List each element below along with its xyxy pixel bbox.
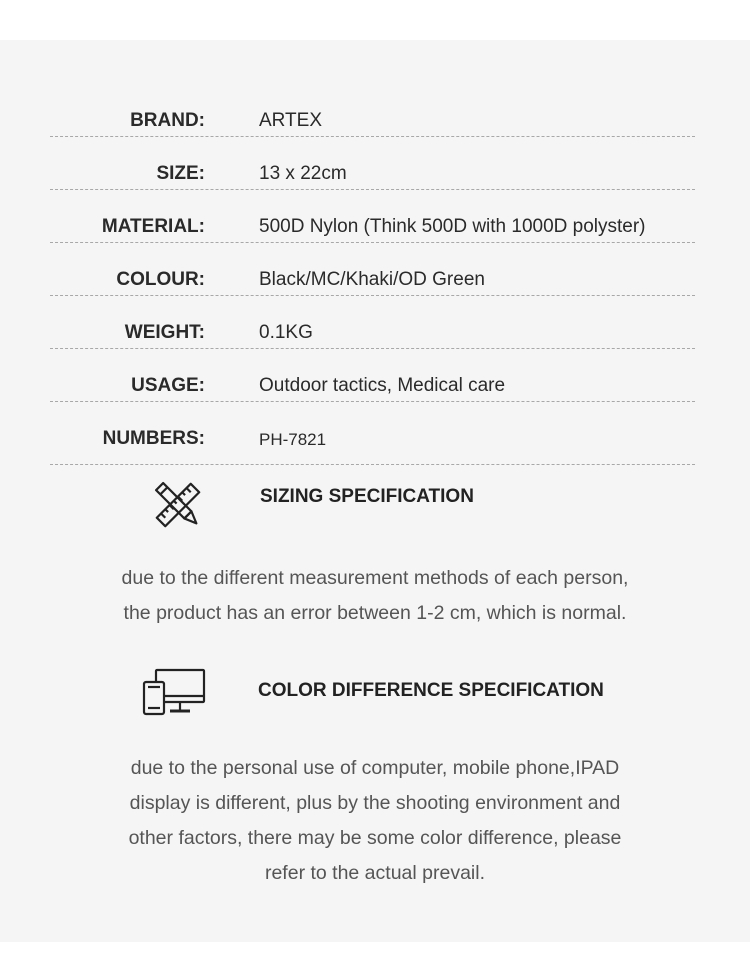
spec-label: MATERIAL: <box>101 216 205 237</box>
sizing-line: due to the different measurement methods of each person, <box>121 567 629 589</box>
spec-label: NUMBERS: <box>102 428 205 449</box>
spec-value: PH-7821 <box>259 430 327 449</box>
spec-value: Outdoor tactics, Medical care <box>259 375 506 396</box>
spec-row-numbers <box>50 402 695 465</box>
sizing-title: SIZING SPECIFICATION <box>260 486 474 507</box>
spec-row-weight <box>50 296 695 349</box>
spec-row-size <box>50 137 695 190</box>
spec-label: USAGE: <box>131 375 205 396</box>
spec-table <box>50 92 695 465</box>
sizing-line: the product has an error between 1-2 cm, which is normal. <box>123 602 627 624</box>
spec-row-material <box>50 190 695 243</box>
sizing-description <box>0 561 750 631</box>
devices-icon <box>140 666 208 718</box>
spec-label: COLOUR: <box>116 269 205 290</box>
color-difference-line: other factors, there may be some color difference, please <box>128 827 622 849</box>
color-difference-line: due to the personal use of computer, mobile phone,IPAD <box>130 757 620 779</box>
spec-value: ARTEX <box>259 110 323 131</box>
ruler-pencil-icon <box>150 477 206 533</box>
color-difference-line: refer to the actual prevail. <box>264 862 486 884</box>
spec-row-brand <box>50 92 695 137</box>
spec-value: 0.1KG <box>259 322 313 343</box>
spec-value: Black/MC/Khaki/OD Green <box>259 269 485 290</box>
color-difference-line: display is different, plus by the shooting environment and <box>129 792 621 814</box>
color-difference-title: COLOR DIFFERENCE SPECIFICATION <box>258 680 604 701</box>
spec-label: SIZE: <box>156 163 205 184</box>
spec-value: 500D Nylon (Think 500D with 1000D polyster) <box>259 216 646 237</box>
color-difference-description <box>0 751 750 891</box>
spec-row-usage <box>50 349 695 402</box>
spec-value: 13 x 22cm <box>259 163 347 184</box>
spec-label: BRAND: <box>130 110 205 131</box>
spec-label: WEIGHT: <box>124 322 205 343</box>
spec-row-colour <box>50 243 695 296</box>
spec-panel <box>0 40 750 942</box>
